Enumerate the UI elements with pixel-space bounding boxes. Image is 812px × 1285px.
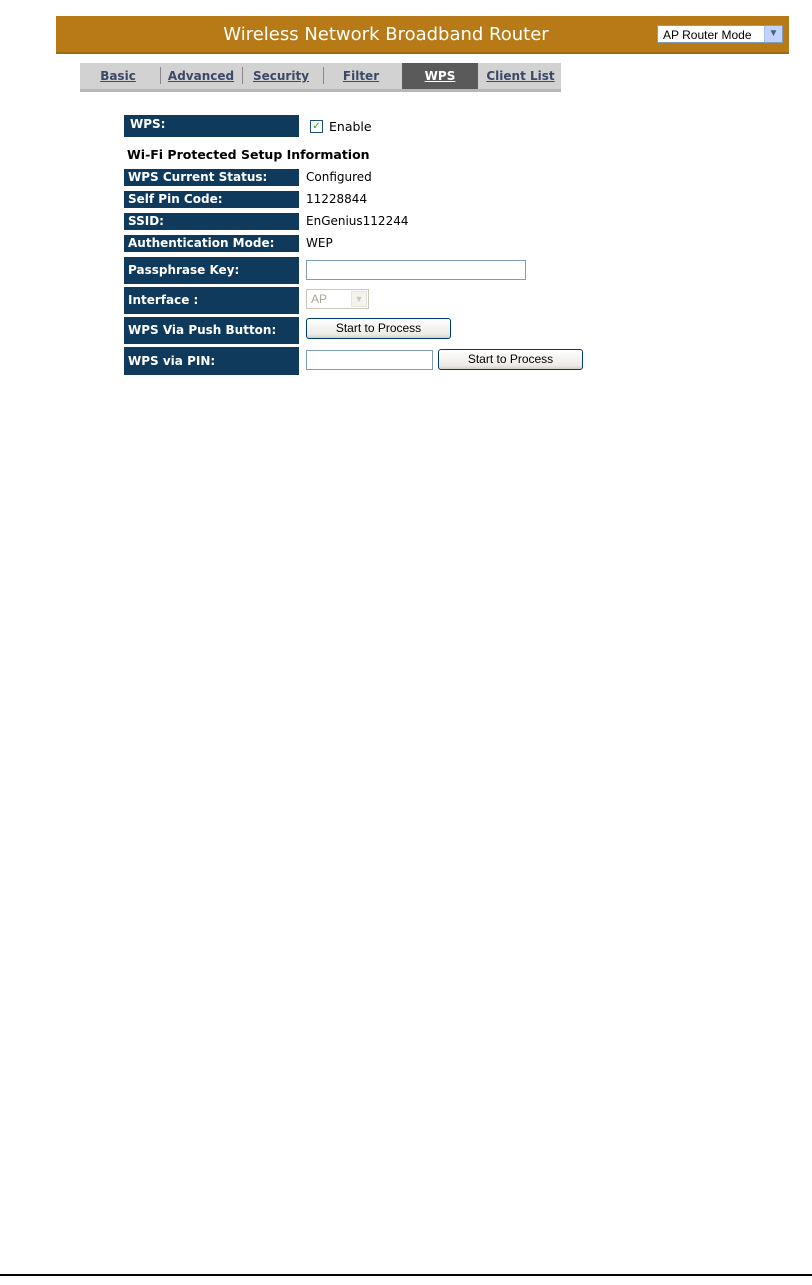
mode-select-value: AP Router Mode xyxy=(663,28,752,42)
tab-separator xyxy=(160,67,161,84)
auth-mode-value: WEP xyxy=(306,236,333,250)
pin-code-value: 11228844 xyxy=(306,192,368,206)
tab-separator xyxy=(242,67,243,84)
push-button-label: WPS Via Push Button: xyxy=(124,317,299,344)
ssid-label: SSID: xyxy=(124,213,299,230)
interface-label: Interface : xyxy=(124,287,299,314)
interface-select xyxy=(306,289,369,309)
passphrase-input[interactable] xyxy=(306,260,526,280)
tab-separator xyxy=(323,67,324,84)
tab-security[interactable]: Security xyxy=(252,69,310,83)
chevron-down-icon: ▼ xyxy=(351,291,367,307)
wps-label: WPS: xyxy=(124,115,299,137)
tab-client-list[interactable]: Client List xyxy=(486,69,555,83)
tab-wps[interactable]: WPS xyxy=(402,63,478,89)
status-value: Configured xyxy=(306,170,372,184)
section-title: Wi-Fi Protected Setup Information xyxy=(127,147,370,162)
tab-bar xyxy=(80,63,561,92)
passphrase-label: Passphrase Key: xyxy=(124,257,299,284)
tab-basic[interactable]: Basic xyxy=(100,69,136,83)
wps-enable-label: Enable xyxy=(329,119,372,134)
header-bar xyxy=(56,16,789,54)
bottom-divider xyxy=(0,1274,812,1276)
pin-start-button[interactable]: Start to Process xyxy=(438,349,583,370)
ssid-value: EnGenius112244 xyxy=(306,214,409,228)
chevron-down-icon[interactable]: ▼ xyxy=(764,26,782,42)
interface-select-value: AP xyxy=(311,292,328,306)
tab-filter[interactable]: Filter xyxy=(342,69,380,83)
wps-pin-input[interactable] xyxy=(306,350,433,370)
pin-code-label: Self Pin Code: xyxy=(124,191,299,208)
page-title: Wireless Network Broadband Router xyxy=(223,24,549,45)
status-label: WPS Current Status: xyxy=(124,169,299,186)
auth-mode-label: Authentication Mode: xyxy=(124,235,299,252)
tab-advanced[interactable]: Advanced xyxy=(167,69,235,83)
wps-enable-checkbox[interactable]: ✓ xyxy=(310,120,323,133)
mode-select[interactable] xyxy=(657,25,783,43)
pin-mode-label: WPS via PIN: xyxy=(124,347,299,375)
push-start-button[interactable]: Start to Process xyxy=(306,318,451,339)
